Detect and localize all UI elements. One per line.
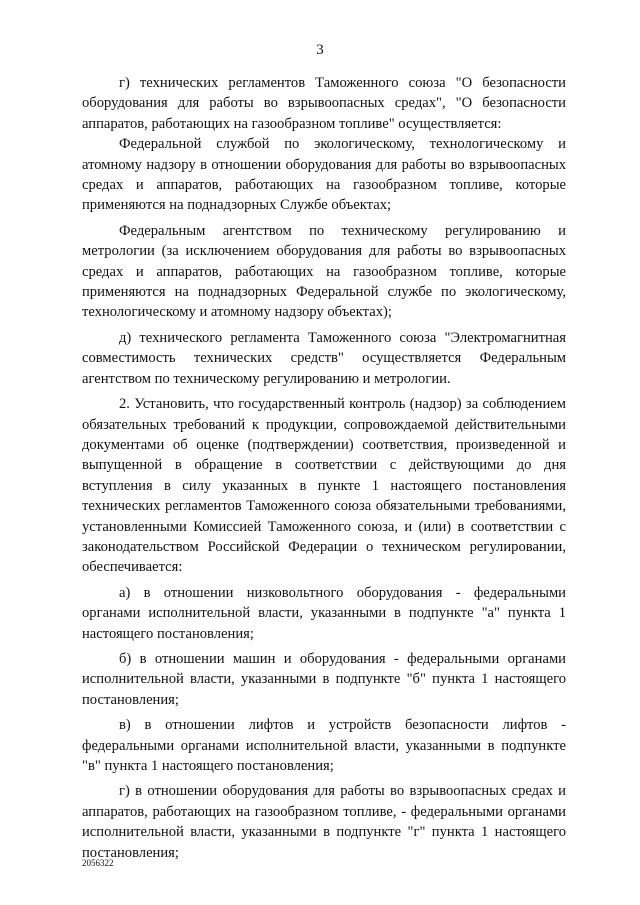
paragraph-item-2b: б) в отношении машин и оборудования - федеральными органами исполнительной власти, указанными в подпункте "б" пункта 1 настоящего постановления; (82, 650, 566, 708)
paragraph-g-regulations: г) технических регламентов Таможенного союза "О безопасности оборудования для работы во взрывоопасных средах", "О безопасности аппаратов, работающих на газообразном топливе" осуществляется: (82, 75, 566, 132)
document-body (82, 73, 566, 863)
paragraph-item-2a: а) в отношении низковольтного оборудования - федеральными органами исполнительной власти, указанными в подпункте "а" пункта 1 настоящего постановления; (82, 584, 566, 642)
paragraph-item-2g: г) в отношении оборудования для работы во взрывоопасных средах и аппаратов, работающих на газообразном топливе, - федеральными органами исполнительной власти, указанными в подпункте "г" пункта 1 настоящего постановления; (82, 783, 566, 861)
paragraph-d-regulation: д) технического регламента Таможенного союза "Электромагнитная совместимость технических средств" осуществляется Федеральным агентством по техническому регулированию и метрологии. (82, 329, 566, 387)
paragraph-item-2v: в) в отношении лифтов и устройств безопасности лифтов - федеральными органами исполнительной власти, указанными в подпункте "в" пункта 1 настоящего постановления; (82, 717, 566, 774)
paragraph-federal-agency: Федеральным агентством по техническому регулированию и метрологии (за исключением оборудования для работы во взрывоопасных средах и аппаратов, работающих на газообразном топливе, которые применяются на поднадзорных Федеральной службе по экологическому, технологическому и атомному надзору объектах); (82, 222, 566, 321)
paragraph-item-2: 2. Установить, что государственный контроль (надзор) за соблюдением обязательных требований к продукции, сопровождаемой действительными документами об оценке (подтверждении) соответствия, произведенной и выпущенной в обращение в соответствии с действующими до дня вступления в силу указанных в пункте 1 настоящего постановления технических регламентов Таможенного союза обязательными требованиями, установленными Комиссией Таможенного союза, и (или) в соответствии с законодательством Российской Федерации о техническом регулировании, обеспечивается: (82, 396, 566, 576)
paragraph-federal-service: Федеральной службой по экологическому, технологическому и атомному надзору в отношении оборудования для работы во взрывоопасных средах и аппаратов, работающих на газообразном топливе, которые применяются на поднадзорных Службе объектах; (82, 136, 566, 214)
page-number: 3 (316, 42, 324, 58)
document-code: 2056322 (82, 858, 114, 868)
